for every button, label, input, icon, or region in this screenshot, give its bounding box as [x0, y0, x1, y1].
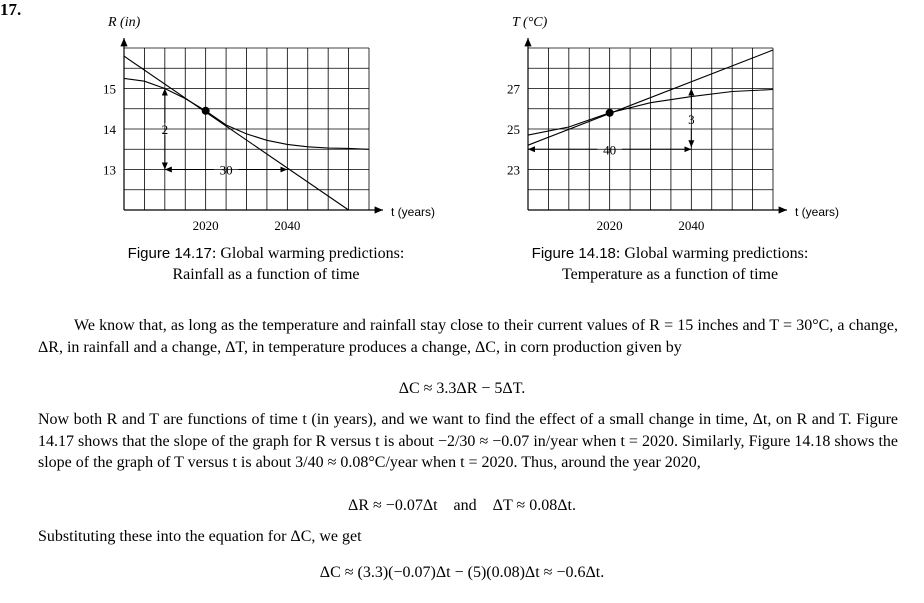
data-point: [606, 109, 614, 117]
figure-temperature: [492, 8, 852, 238]
caption-line1: : Global warming predictions:: [211, 245, 405, 262]
rise-label: 2: [161, 122, 169, 137]
y-axis-label: T (°C): [512, 15, 548, 30]
run-label: 40: [603, 142, 617, 158]
y-tick-label: 25: [507, 122, 520, 137]
caption-line1: : Global warming predictions:: [615, 245, 809, 262]
y-tick-label: 23: [507, 162, 520, 178]
x-tick-label: 2020: [596, 218, 623, 233]
equation-result: ΔC ≈ (3.3)(−0.07)Δt − (5)(0.08)Δt ≈ −0.6Δt.: [319, 564, 605, 581]
figure-caption-14-17: [86, 243, 446, 285]
x-tick-label: 2040: [678, 218, 705, 233]
y-tick-label: 14: [103, 122, 116, 137]
y-axis-label: R (in): [108, 15, 141, 30]
figure-rainfall: [88, 8, 448, 238]
caption-line2: Temperature as a function of time: [561, 266, 779, 283]
paragraph-substitute: Substituting these into the equation for ΔC, we get: [38, 528, 362, 545]
caption-label: Figure 14.17: [127, 245, 212, 262]
caption-label: Figure 14.18: [531, 245, 616, 262]
run-label: 30: [219, 162, 233, 178]
equation-delta-r-t: ΔR ≈ −0.07Δt and ΔT ≈ 0.08Δt.: [348, 497, 576, 514]
figure-caption-14-18: [490, 243, 850, 285]
y-tick-label: 27: [507, 81, 520, 97]
x-tick-label: 2040: [274, 218, 301, 233]
rainfall-chart: [88, 8, 448, 233]
x-axis-label: t (years): [795, 205, 840, 219]
x-axis-label: t (years): [391, 205, 436, 219]
data-point: [202, 107, 210, 115]
equation-delta-c: ΔC ≈ 3.3ΔR − 5ΔT.: [398, 380, 526, 397]
paragraph-slopes: Now both R and T are functions of time t (in years), and we want to find the effect of a small change in time, Δt, on R and T. Figure 14.17 shows that the slope of the graph for R versus t is about −2/30 ≈ −0.07 in/year when t = 2020. Similarly, Figure 14.18 shows the slope of the graph of T versus t is about 3/40 ≈ 0.08°C/year when t = 2020. Thus, around the year 2020,: [38, 411, 898, 471]
y-tick-label: 15: [103, 81, 116, 97]
paragraph-intro: We know that, as long as the temperature and rainfall stay close to their current values of R = 15 inches and T = 30°C, a change, ΔR, in rainfall and a change, ΔT, in temperature produces a change, ΔC, in corn production given by: [38, 317, 898, 356]
y-tick-label: 13: [103, 162, 116, 178]
x-tick-label: 2020: [192, 218, 219, 233]
temperature-chart: [492, 8, 852, 233]
tangent-line: [124, 56, 349, 210]
problem-number: 17.: [0, 0, 22, 19]
rise-label: 3: [688, 111, 695, 127]
caption-line2: Rainfall as a function of time: [172, 266, 360, 283]
